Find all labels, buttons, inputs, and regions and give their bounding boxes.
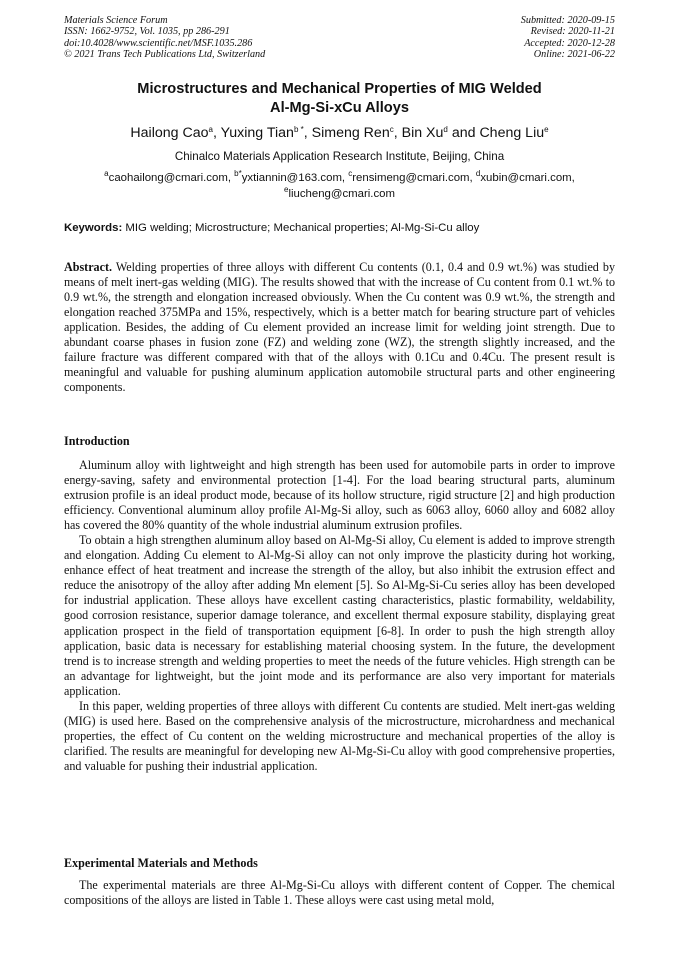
title-line-1: Microstructures and Mechanical Properties of MIG Welded	[137, 81, 542, 97]
keywords-label: Keywords:	[64, 222, 123, 234]
journal-issn: ISSN: 1662-9752, Vol. 1035, pp 286-291	[64, 26, 230, 38]
keywords	[64, 221, 615, 235]
date-submitted: Submitted: 2020-09-15	[520, 15, 615, 26]
experimental-body	[64, 878, 615, 908]
journal-doi: doi:10.4028/www.scientific.net/MSF.1035.286	[64, 37, 253, 49]
title-line-2: Al-Mg-Si-xCu Alloys	[270, 99, 409, 116]
author: Simeng Ren$^c$,	[311, 125, 402, 141]
abstract-text: Welding properties of three alloys with different Cu contents (0.1, 0.4 and 0.9 wt.%) was studied by means of melt inert-gas welding (MIG). The results showed that with the increase of Cu content from 0.1 wt.% to 0.9 wt.%, the strength and elongation increased obviously. When the Cu content was 0.9 wt.%, the strength and elongation reached 375MPa and 15%, respectively, which is a better match for bearing structure part of vehicles application. Besides, the adding of Cu element provided an increase limit for welding joint strength. Due to abundant coarse phases in fusion zone (FZ) and welding zone (WZ), the strength slightly increased, and the failure fracture was different compared with that of the alloys with 0.1Cu and 0.4Cu. The present result is meaningful and valuable for pushing aluminum application automobile structural parts and other engineering components.	[64, 260, 615, 395]
journal-name: Materials Science Forum	[64, 15, 168, 26]
paragraph: The experimental materials are three Al-Mg-Si-Cu alloys with different content of Copper. The chemical compositions of the alloys are listed in Table 1. These alloys were cast using metal mold,	[64, 878, 615, 908]
submission-dates	[521, 15, 615, 60]
date-online: Online: 2021-06-22	[533, 48, 615, 60]
email-link[interactable]: rensimeng@cmari.com,	[352, 172, 476, 184]
abstract	[64, 260, 615, 395]
introduction-body	[64, 458, 615, 774]
author: Yuxing Tian$^{b *}$,	[220, 125, 312, 141]
author: Bin Xu$^d$ and	[401, 125, 480, 141]
date-revised: Revised: 2020-11-21	[530, 26, 615, 38]
paragraph: In this paper, welding properties of three alloys with different Cu contents are studied. Melt inert-gas welding (MIG) is used here. Based on the comprehensive analysis of the microstructure, microhardness and mechanical properties, the effect of Cu content on the welding microstructure and mechanical properties of the alloy is clarified. The results are meaningful for developing new Al-Mg-Si-Cu alloy with good comprehensive properties, and valuable for pushing their industrial application.	[64, 698, 615, 773]
keywords-text: MIG welding; Microstructure; Mechanical properties; Al-Mg-Si-Cu alloy	[122, 222, 480, 234]
email-link[interactable]: liucheng@cmari.com	[288, 187, 395, 200]
author: Cheng Liu$^e$	[479, 125, 549, 141]
section-heading-introduction: Introduction	[64, 434, 130, 448]
email-link[interactable]: xubin@cmari.com,	[480, 172, 575, 184]
author-emails: $^a$caohailong@cmari.com, $^{b*}$yxtiannin@163.com, $^c$rensimeng@cmari.com, $^d$xubin@cmari.com, $^e$liucheng@cmari.com	[104, 169, 575, 200]
author: Hailong Cao$^a$,	[130, 125, 221, 141]
email-link[interactable]: caohailong@cmari.com,	[108, 172, 235, 184]
author-list	[64, 124, 615, 142]
affiliation: Chinalco Materials Application Research Institute, Beijing, China	[174, 150, 505, 163]
abstract-label: Abstract.	[64, 260, 113, 274]
email-link[interactable]: yxtiannin@163.com,	[241, 172, 349, 184]
paper-title	[64, 80, 615, 117]
journal-info	[64, 15, 265, 60]
section-heading-experimental: Experimental Materials and Methods	[64, 856, 258, 870]
journal-copyright: © 2021 Trans Tech Publications Ltd, Switzerland	[64, 48, 266, 60]
paragraph: To obtain a high strengthen aluminum alloy based on Al-Mg-Si alloy, Cu element is added to improve strength and elongation. Adding Cu element to Al-Mg-Si alloy can not only improve the plasticity during hot working, enhance effect of heat treatment and increase the strength of the alloy, but also inhibit the extrusion effect and reduce the anisotropy of the alloy after adding Mn element [5]. So Al-Mg-Si-Cu series alloy has been developed for industrial application. These alloys have excellent casting characteristics, plastic formability, weldability, good corrosion resistance, superior damage tolerance, and excellent thermal exposure stability, displaying great application prospect in the field of transportation equipment [6-8]. In order to push the high strength alloy application, basic data is necessary for establishing material choosing system. In the future, the development trend is to increase strength and welding properties to meet the needs of the future vehicles. High strength can be an advantage for lightweight, but the joint mode and its performance are also very important for materials application.	[64, 533, 615, 698]
date-accepted: Accepted: 2020-12-28	[524, 37, 615, 49]
paragraph: Aluminum alloy with lightweight and high strength has been used for automobile parts in order to improve energy-saving, safety and environmental protection [1-4]. For the load bearing structural parts, aluminum extrusion profile is an ideal product mode, because of its hollow structure, rigid structure [2] and high production efficiency. Conventional aluminum alloy profile Al-Mg-Si alloy, such as 6063 alloy, 6060 alloy and 6082 alloy has covered the 80% quantity of the whole industrial aluminum extrusion profiles.	[64, 458, 615, 533]
